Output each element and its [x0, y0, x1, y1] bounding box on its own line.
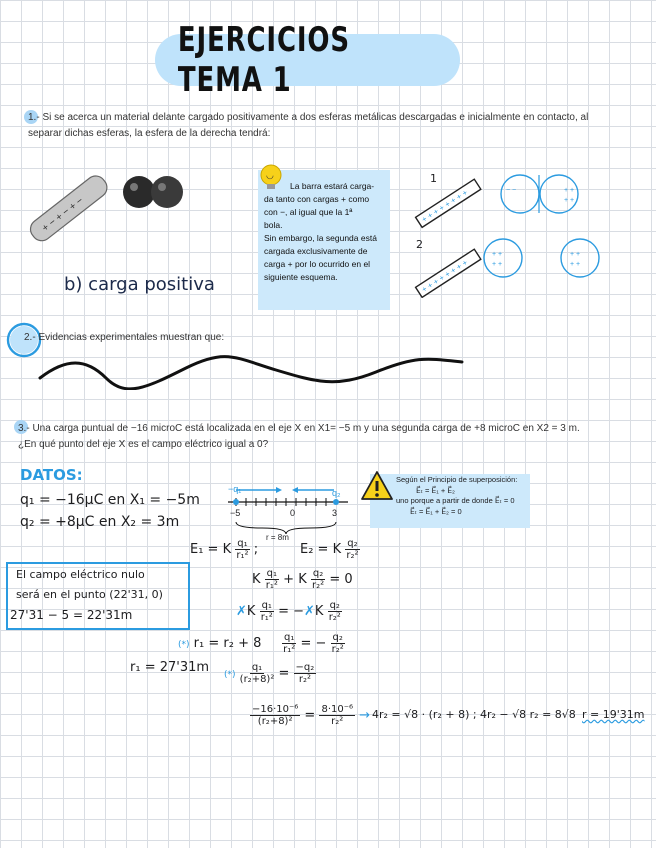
result-line1: El campo eléctrico nulo	[16, 568, 145, 581]
e1-fraction: $\frac{\text{q₁}}{\text{r₁²}}$	[236, 538, 249, 561]
q1-statement	[28, 110, 638, 142]
q1-note-text	[264, 180, 388, 284]
svg-text:+ +: + +	[570, 261, 581, 268]
q1-note-line6: cargada exclusivamente de	[264, 246, 368, 256]
q1-number: 1.-	[28, 112, 40, 123]
q3-statement	[18, 421, 648, 453]
axis-label-three: 3	[332, 508, 338, 518]
result-line2: será en el punto (22'31, 0)	[16, 588, 163, 601]
q1-text-line2: separar dichas esferas, la esfera de la derecha tendrá:	[28, 128, 271, 139]
q1-note-line4: bola.	[264, 220, 283, 230]
q2-statement	[24, 330, 224, 346]
final-step2: 4r₂ − √8 r₂ = 8√8	[480, 708, 576, 721]
charged-bar-illustration	[26, 168, 216, 248]
diagram-label-2: 2	[416, 238, 423, 251]
e2-label: E₂ = K	[300, 542, 342, 557]
page-title: EJERCICIOS TEMA 1	[177, 20, 350, 100]
result-line3: 27'31 − 5 = 22'31m	[10, 608, 133, 622]
svg-text:+ +: + +	[492, 261, 503, 268]
q1-note-line3: con −, al igual que la 1ª	[264, 207, 353, 217]
numeric-equation: $\frac{\text{−16·10⁻⁶}}{\text{(r₂+8)²}}$ = $\frac{\text{8·10⁻⁶}}{\text{r₂²}}$ →	[252, 704, 371, 727]
axis-label-zero: 0	[290, 508, 296, 518]
q3-number: 3.-	[18, 423, 30, 434]
dato-q2: q₂ = +8μC en X₂ = 3m	[20, 514, 180, 530]
wavy-line	[36, 348, 466, 390]
svg-text:+ − + − + −: + − + − + −	[40, 195, 86, 235]
final-step1: 4r₂ = √8 · (r₂ + 8) ;	[372, 708, 477, 721]
diagram-label-1: 1	[430, 172, 437, 185]
q3-text-line1: Una carga puntual de −16 microC está localizada en el eje X en X1= −5 m y una segunda carga de +8 microC en X2 = 3 m.	[32, 423, 580, 434]
svg-text:+ + + + + + + +: + + + + + + + +	[420, 257, 470, 295]
svg-text:+ + + + + + + +: + + + + + + + +	[420, 187, 470, 225]
axis-label-r: r = 8m	[266, 533, 289, 542]
ratio-equation: $\frac{\text{q₁}}{\text{r₁²}}$ = − $\frac{\text{q₂}}{\text{r₂²}}$	[283, 632, 344, 655]
svg-text:+ +: + +	[570, 251, 581, 258]
e1-equation: E₁ = K $\frac{\text{q₁}}{\text{r₁²}}$ ;	[190, 538, 259, 561]
principle-line2: E⃗ₜ = E⃗₁ + E⃗₂	[416, 485, 455, 495]
principle-line1: Según el Principio de superposición:	[396, 475, 518, 484]
e2-fraction: $\frac{\text{q₂}}{\text{r₂²}}$	[346, 538, 359, 561]
q1-note-line1: La barra estará carga-	[290, 181, 375, 191]
cancel-k-equation: ✗K $\frac{\text{q₁}}{\text{r₁²}}$ = −✗K $\frac{\text{q₂}}{\text{r₂²}}$	[236, 600, 341, 623]
r1-value: r₁ = 27'31m	[130, 660, 210, 675]
q1-answer: b) carga positiva	[64, 274, 215, 295]
num-16: −16·10⁻⁶	[252, 704, 299, 715]
r1-relation-text: r₁ = r₂ + 8	[193, 636, 262, 651]
sum-equation: K $\frac{\text{q₁}}{\text{r₁²}}$ + K $\frac{\text{q₂}}{\text{r₂²}}$ = 0	[252, 568, 353, 591]
substituted-equation: (*) $\frac{\text{q₁}}{\text{(r₂+8)²}}$ = $\frac{\text{−q₂}}{\text{r₂²}}$	[224, 662, 315, 685]
q1-note-line2: da tanto con cargas + como	[264, 194, 370, 204]
e1-label: E₁ = K	[190, 542, 232, 557]
principle-text	[396, 475, 530, 517]
q2-number: 2.-	[24, 332, 36, 343]
axis-label-q2: q₂	[332, 488, 341, 498]
q2-text: Evidencias experimentales muestran que:	[38, 332, 225, 343]
e2-equation	[300, 538, 360, 561]
q1-note-line7: carga + por lo ocurrido en el	[264, 259, 371, 269]
dato-q1: q₁ = −16μC en X₁ = −5m	[20, 492, 200, 508]
axis-label-minus5: −5	[230, 508, 241, 518]
principle-line4: E⃗ₜ = E⃗₁ + E⃗₂ = 0	[410, 506, 462, 516]
warning-icon	[360, 470, 394, 502]
svg-text:+ +: + +	[492, 251, 503, 258]
svg-text:− −: − −	[506, 187, 517, 194]
svg-text:◡: ◡	[266, 170, 274, 180]
den-r2p8: (r₂+8)²	[257, 716, 293, 727]
principle-line3: uno porque a partir de donde E⃗ₜ = 0	[396, 496, 515, 505]
q3-text-line2: ¿En qué punto del eje X es el campo eléctrico igual a 0?	[18, 439, 269, 450]
r1-relation: (*) r₁ = r₂ + 8	[178, 636, 262, 651]
svg-text:+ +: + +	[564, 197, 575, 204]
induction-diagram	[404, 168, 604, 298]
q1-note-line8: siguiente esquema.	[264, 272, 338, 282]
q1-note-line5: Sin embargo, la segunda está	[264, 233, 377, 243]
datos-label: DATOS:	[20, 466, 83, 484]
final-result: r = 19'31m	[582, 708, 645, 721]
sum-eq-zero: = 0	[329, 572, 353, 587]
q1-text-line1: Si se acerca un material delante cargado positivamente a dos esferas metálicas descargadas e inicialmente en contacto, al	[42, 112, 589, 123]
axis-label-q1: −q₁	[228, 484, 242, 494]
den-r2: r₂²	[331, 716, 344, 727]
page-title-banner	[155, 20, 460, 100]
num-8: 8·10⁻⁶	[321, 704, 354, 715]
svg-text:+ +: + +	[564, 187, 575, 194]
